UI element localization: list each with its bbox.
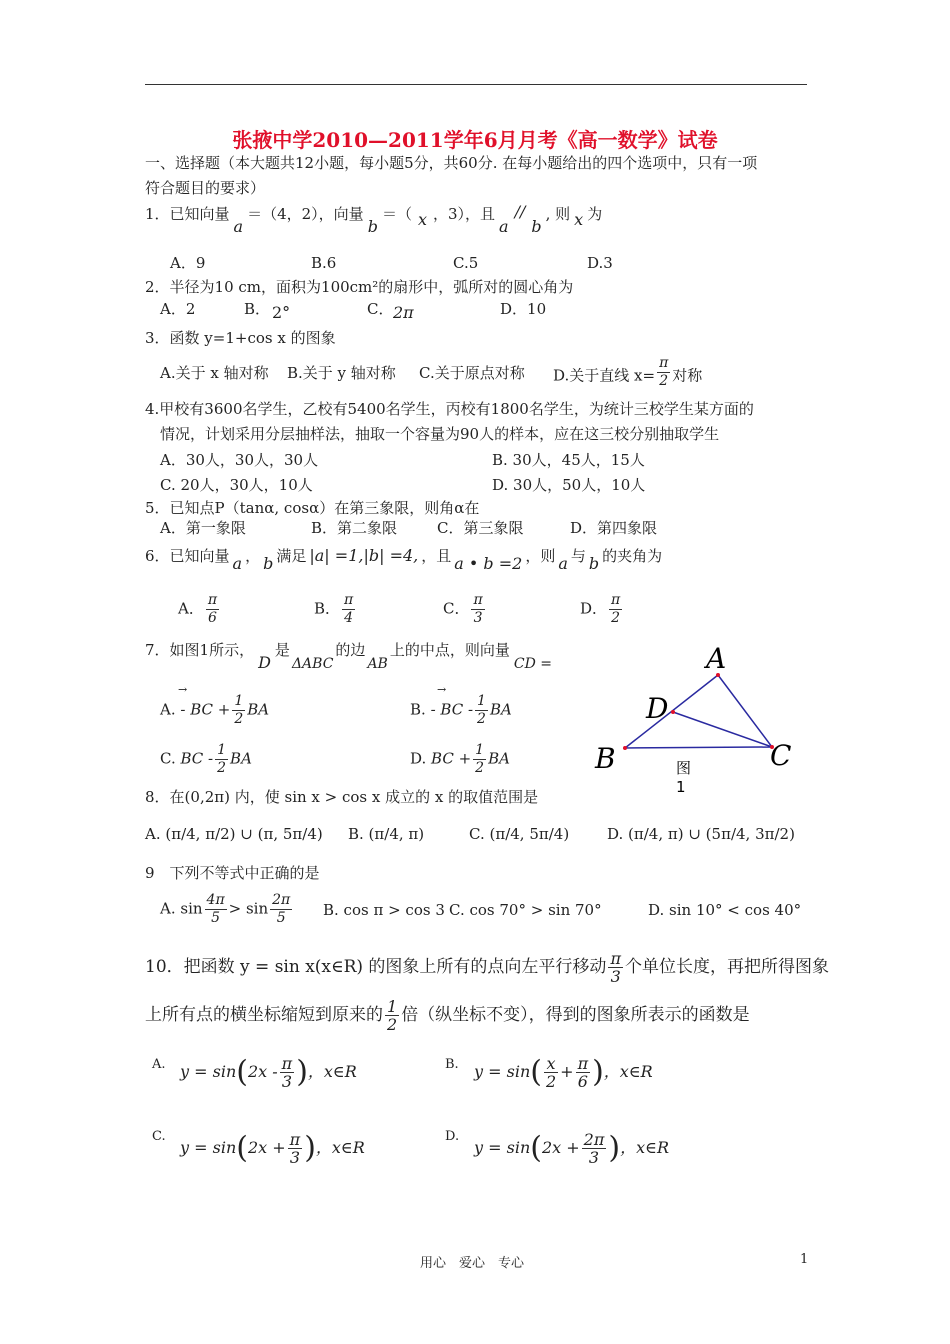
q9-option-a: A. sin $\frac{4\pi}{5}$ > sin $\frac{2\pi}{5}$ [160,892,291,926]
q7-option-b: B. - BC - $\frac{1}{2}$ BA [410,693,512,727]
q6-option-c: C． $\frac{\pi}{3}$ [443,592,483,626]
q7-option-a-arrow: → [178,683,188,696]
q1-option-d: D.3 [587,254,613,272]
q4-option-b: B. 30人，45人，15人 [492,451,645,469]
q10-option-c: y = sin(2x + $\frac{\pi}{3}$ )，x∈R [180,1130,365,1167]
q3-option-d: D.关于直线 x= $\frac{\pi}{2}$ 对称 [553,355,703,389]
q3-option-c: C.关于原点对称 [419,364,525,382]
q1-option-b: B.6 [311,254,337,272]
q4-option-d: D. 30人，50人，10人 [492,476,646,494]
q8-option-b: B. (π/4, π) [348,825,425,843]
q1-option-c: C.5 [453,254,479,272]
section-intro-line1: 一、选择题（本大题共12小题，每小题5分，共60分. 在每小题给出的四个选项中，只有一项 [145,154,758,172]
q5-option-b: B．第二象限 [311,519,398,537]
q10-option-b: y = sin( $\frac{x}{2}$ + $\frac{\pi}{6}$ )，x∈R [474,1054,653,1091]
label-c: C [770,739,792,772]
q9-option-c: C. cos 70° > sin 70° [449,901,602,919]
q2-option-b-label: B． [244,300,271,318]
point-d [671,710,675,714]
q2-option-a: A．2 [160,300,196,318]
q8-option-d: D. (π/4, π) ∪ (5π/4, 3π/2) [607,825,795,843]
point-b [623,746,627,750]
figure-number: 1 [676,778,686,796]
q5-stem: 5．已知点P（tanα, cosα）在第三象限，则角α在 [145,499,480,517]
q6-option-a: A． $\frac{\pi}{6}$ [178,592,218,626]
q7-option-c: C. BC - $\frac{1}{2}$ BA [160,742,252,776]
q10-option-b-label: B. [445,1057,459,1072]
q7-option-d: D. BC + $\frac{1}{2}$ BA [410,742,510,776]
label-d: D [646,692,669,725]
q10-option-a-label: A. [152,1057,166,1072]
footer-motto: 用心 爱心 专心 [420,1256,525,1271]
label-b: B [595,742,616,775]
q8-option-c: C. (π/4, 5π/4) [469,825,570,843]
page-title: 张掖中学2010—2011学年6月月考《高一数学》试卷 [232,128,718,152]
q4-option-a: A．30人，30人，30人 [160,451,319,469]
q5-option-c: C．第三象限 [437,519,524,537]
q10-option-a: y = sin(2x - $\frac{\pi}{3}$ )，x∈R [180,1054,357,1091]
q3-option-b: B.关于 y 轴对称 [287,364,396,382]
q10-option-c-label: C. [152,1129,166,1144]
q8-option-a: A. (π/4, π/2) ∪ (π, 5π/4) [145,825,323,843]
q4-line2: 情况，计划采用分层抽样法，抽取一个容量为90人的样本，应在这三校分别抽取学生 [160,425,720,443]
q10-line1: 10．把函数 y = sin x(x∈R) 的图象上所有的点向左平行移动 $\frac{\pi}{3}$ 个单位长度，再把所得图象 [145,949,829,986]
q8-stem: 8．在(0,2π) 内，使 sin x > cos x 成立的 x 的取值范围是 [145,788,539,806]
q6-stem: 6．已知向量 a ， b 满足 |a| =1,|b| =4, ，且 a • b =2 ，则 a 与 b 的夹角为 [145,546,663,573]
q1-option-a: A．9 [170,254,206,272]
q10-option-d: y = sin(2x + $\frac{2\pi}{3}$ )，x∈R [474,1130,670,1167]
q7-option-b-arrow: → [437,683,447,696]
q2-option-b-value: 2° [272,303,291,322]
q10-option-d-label: D. [445,1129,460,1144]
header-rule [145,84,807,85]
section-intro-line2: 符合题目的要求） [145,179,266,197]
q2-option-c-label: C． [367,300,394,318]
q2-option-d: D．10 [500,300,547,318]
q6-option-d: D． $\frac{\pi}{2}$ [580,592,621,626]
label-a: A [706,642,727,675]
q9-option-d: D. sin 10° < cos 40° [648,901,802,919]
page-number: 1 [800,1252,809,1267]
q5-option-d: D．第四象限 [570,519,658,537]
figure-caption: 图 [676,759,692,777]
q2-stem: 2．半径为10 cm，面积为100cm²的扇形中，弧所对的圆心角为 [145,278,574,296]
q7-stem: 7．如图1所示，D是ΔABC的边AB上的中点，则向量CD = [145,641,552,672]
q9-stem: 9 下列不等式中正确的是 [145,864,320,882]
q2-option-c-value: 2π [393,303,414,322]
q7-option-a: A. - BC + $\frac{1}{2}$ BA [160,693,270,727]
segment-cd [673,712,772,747]
q4-line1: 4.甲校有3600名学生，乙校有5400名学生，丙校有1800名学生，为统计三校学生某方面的 [145,400,754,418]
q5-option-a: A．第一象限 [160,519,246,537]
q3-option-a: A.关于 x 轴对称 [160,364,269,382]
triangle-figure [590,640,810,800]
q4-option-c: C. 20人，30人，10人 [160,476,313,494]
q6-option-b: B． $\frac{\pi}{4}$ [314,592,354,626]
q1-stem: 1．已知向量a＝（4，2），向量b＝（ x ，3），且a//b, 则 x 为 [145,202,603,236]
q10-line2: 上所有点的横坐标缩短到原来的 $\frac{1}{2}$ 倍（纵坐标不变），得到的图象所表示的函数是 [145,997,750,1034]
q3-stem: 3．函数 y=1+cos x 的图象 [145,329,336,347]
q9-option-b: B. cos π > cos 3 [323,901,445,919]
